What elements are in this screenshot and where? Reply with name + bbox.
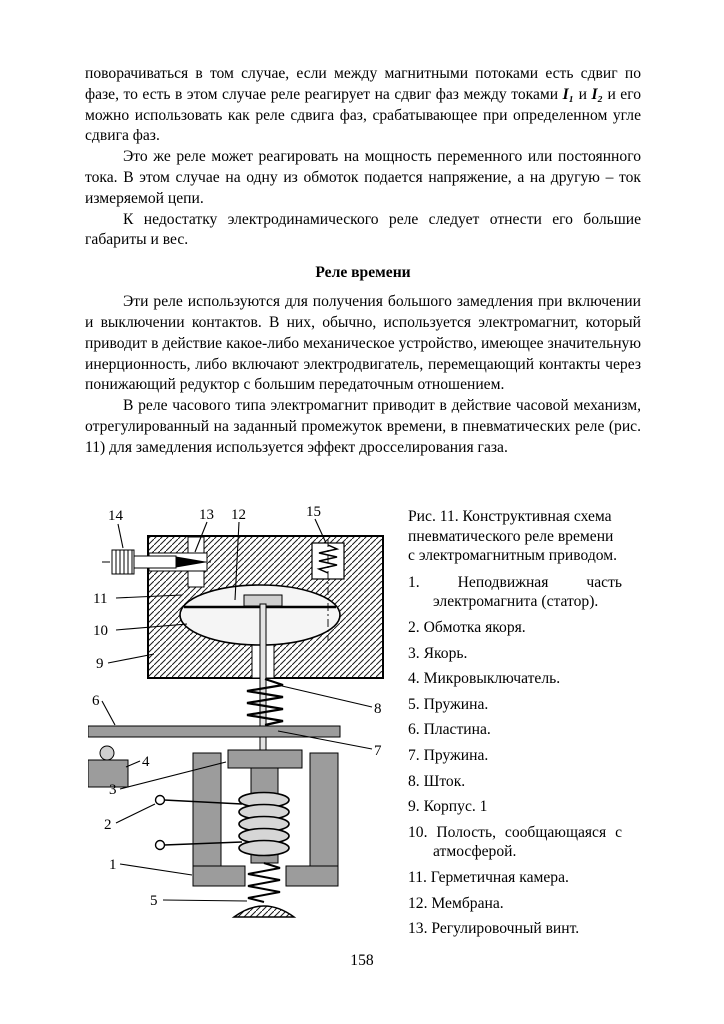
diagram-label-4: 4 bbox=[142, 754, 150, 770]
figure-part-item: 11. Герметичная камера. bbox=[408, 868, 569, 886]
diagram-label-8: 8 bbox=[374, 701, 382, 717]
return-spring bbox=[248, 863, 280, 902]
figure-caption-text: Рис. 11. Конструктивная схема пневматического реле времени с электромагнитным приводом. bbox=[408, 508, 618, 565]
figure-part-item: 5. Пружина. bbox=[408, 695, 489, 713]
diagram-label-1: 1 bbox=[109, 857, 117, 873]
diagram-label-15: 15 bbox=[306, 504, 321, 520]
diagram-label-13: 13 bbox=[199, 507, 214, 523]
paragraphs-after bbox=[85, 292, 641, 458]
figure-part-item: 9. Корпус. 1 bbox=[408, 798, 488, 816]
paragraph: Эти реле используются для получения большого замедления при включении и выключении контактов. В них, обычно, используется электромагнит, который приводит в действие какое-либо механическое устройство, имеющее значительную инерционность, либо включают электродвигатель, перемещающий контакты через понижающий редуктор с большим передаточным отношением. bbox=[85, 293, 641, 394]
section-heading: Реле времени bbox=[315, 264, 411, 282]
paragraph: Это же реле может реагировать на мощность переменного или постоянного тока. В этом случае на одну из обмоток подается напряжение, а на другую – ток измеряемой цепи. bbox=[85, 148, 641, 207]
diagram-label-2: 2 bbox=[104, 817, 112, 833]
figure-area bbox=[88, 503, 393, 928]
figure-part-item: 3. Якорь. bbox=[408, 644, 468, 662]
diagram-label-5: 5 bbox=[150, 893, 158, 909]
coil bbox=[239, 793, 289, 856]
screw-shaft bbox=[134, 556, 176, 568]
microswitch bbox=[88, 760, 128, 787]
diagram-label-7: 7 bbox=[374, 743, 382, 759]
figure-part-item: 12. Мембрана. bbox=[408, 894, 504, 912]
coil-terminal-top bbox=[156, 796, 165, 805]
diagram-label-11: 11 bbox=[93, 591, 108, 607]
figure-parts-list bbox=[408, 573, 622, 939]
coil-terminal-bottom bbox=[156, 841, 165, 850]
microswitch-roller bbox=[100, 746, 114, 760]
diagram-label-12: 12 bbox=[231, 507, 246, 523]
diagram-label-14: 14 bbox=[108, 508, 123, 524]
ground-pad bbox=[234, 906, 294, 917]
figure-part-item: 8. Шток. bbox=[408, 772, 466, 790]
diagram-label-10: 10 bbox=[93, 623, 108, 639]
diagram-label-3: 3 bbox=[109, 782, 117, 798]
figure-part-item: 6. Пластина. bbox=[408, 721, 491, 739]
figure-part-item: 2. Обмотка якоря. bbox=[408, 618, 526, 636]
figure-part-item: 7. Пружина. bbox=[408, 746, 489, 764]
paragraph: поворачиваться в том случае, если между магнитными потоками есть сдвиг по фазе, то есть в этом случае реле реагирует на сдвиг фаз между токами I₁ и I₂ и его можно использовать как реле сдвига фаз, срабатывающее при определенном угле сдвига фаз. bbox=[85, 65, 641, 145]
figure-part-item: 4. Микровыключатель. bbox=[408, 670, 561, 688]
page-number: 158 bbox=[350, 952, 374, 969]
diagram-label-9: 9 bbox=[96, 656, 104, 672]
adjusting-screw-head bbox=[112, 550, 134, 574]
paragraph: В реле часового типа электромагнит приводит в действие часовой механизм, отрегулированный на заданный промежуток времени, в пневматических реле (рис. 11) для замедления используется эффект дросселирования газа. bbox=[85, 397, 641, 456]
figure-part-item: 1. Неподвижная часть электромагнита (статор). bbox=[408, 573, 622, 611]
figure-part-item: 13. Регулировочный винт. bbox=[408, 920, 580, 938]
paragraphs-before bbox=[85, 64, 641, 251]
figure-caption bbox=[408, 507, 622, 945]
pneumatic-relay-diagram bbox=[88, 503, 393, 928]
diagram-label-6: 6 bbox=[92, 693, 100, 709]
paragraph: К недостатку электродинамического реле следует отнести его большие габариты и вес. bbox=[85, 210, 641, 249]
body-text bbox=[85, 64, 641, 459]
figure-part-item: 10. Полость, сообщающаяся с атмосферой. bbox=[408, 823, 622, 861]
